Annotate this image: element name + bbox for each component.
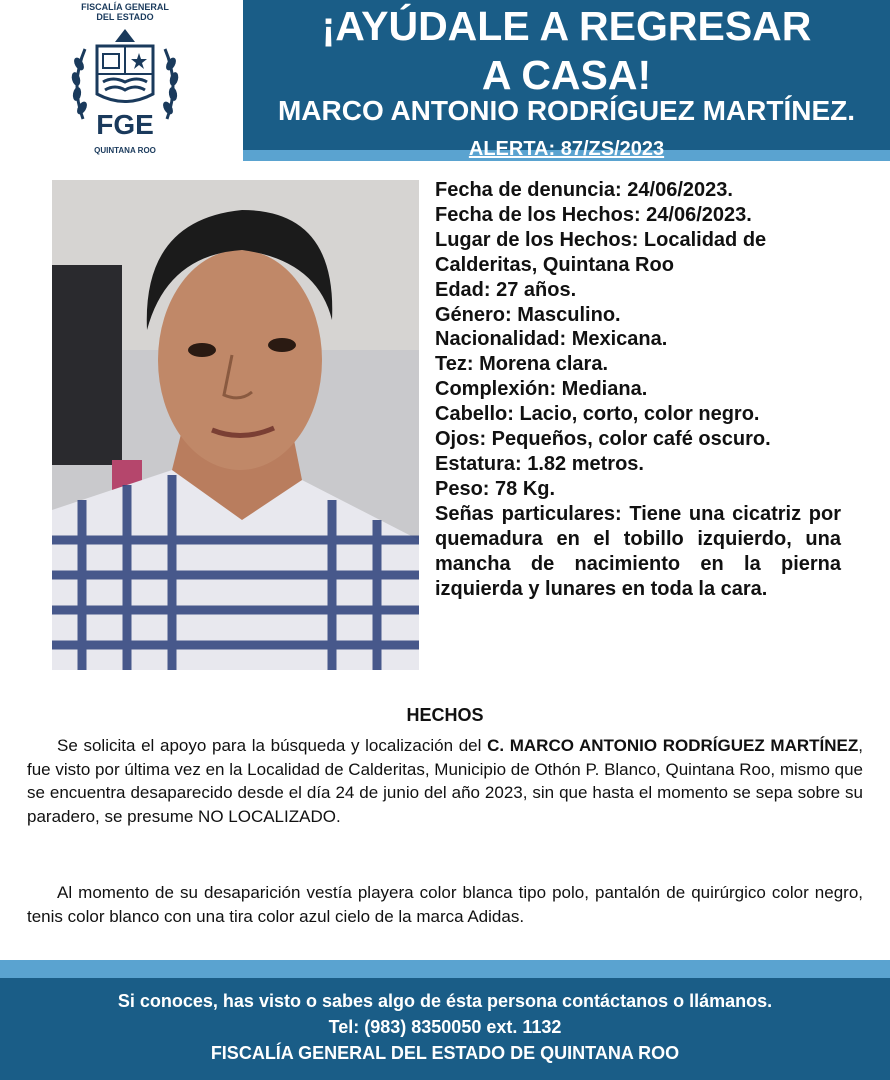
footer-stripe [0, 960, 890, 978]
person-photo-illustration [52, 180, 419, 670]
detail-line: Tez: Morena clara. [435, 353, 609, 376]
facts-text: , fue visto por última vez en la Localidad de Calderitas, Municipio de Othón P. Blanco, Quintana Roo, mismo que se encuentra desaparecido desde el día 24 de junio del año 2023, sin que hasta el momento se sepa sobre su paradero, se presume NO LOCALIZADO. [27, 736, 863, 826]
missing-person-name: MARCO ANTONIO RODRÍGUEZ MARTÍNEZ. [277, 95, 856, 126]
fge-logo [40, 0, 210, 170]
footer-phone: Tel: (983) 8350050 ext. 1132 [328, 1017, 562, 1037]
footer-agency: FISCALÍA GENERAL DEL ESTADO DE QUINTANA ROO [210, 1043, 680, 1063]
logo-top-line-1: FISCALÍA GENERAL [81, 2, 169, 12]
detail-line: Nacionalidad: Mexicana. [435, 328, 668, 351]
header-banner [243, 0, 890, 153]
alert-number [243, 137, 890, 161]
title-line-2: A CASA! [481, 52, 652, 98]
title-line-1: ¡AYÚDALE A REGRESAR [321, 3, 812, 49]
page-title [243, 2, 890, 100]
person-photo [52, 180, 419, 670]
facts-person-name: C. MARCO ANTONIO RODRÍGUEZ MARTÍNEZ [487, 736, 859, 755]
person-details [435, 178, 841, 601]
logo-bottom-text: QUINTANA ROO [94, 146, 156, 155]
facts-paragraph-1 [27, 734, 863, 828]
logo-initials: FGE [96, 109, 154, 140]
detail-line: Estatura: 1.82 metros. [435, 452, 644, 475]
detail-line: Cabello: Lacio, corto, color negro. [435, 403, 760, 426]
detail-line: Edad: 27 años. [435, 278, 577, 301]
logo-top-line-2: DEL ESTADO [96, 12, 154, 22]
logo-top-text [40, 2, 210, 22]
distinctive-marks: Señas particulares: Tiene una cicatriz por quemadura en el tobillo izquierdo, una mancha de nacimiento en la pierna izquierda y lunares en toda la cara. [435, 502, 841, 600]
detail-line: Fecha de denuncia: 24/06/2023. [435, 179, 733, 201]
facts-paragraph-2: Al momento de su desaparición vestía playera color blanca tipo polo, pantalón de quirúrgico color negro, tenis color blanco con una tira color azul cielo de la marca Adidas. [27, 883, 863, 926]
detail-line: Ojos: Pequeños, color café oscuro. [435, 428, 771, 451]
detail-line: Fecha de los Hechos: 24/06/2023. [435, 203, 752, 226]
coat-of-arms-icon [65, 24, 185, 144]
detail-line: Lugar de los Hechos: Localidad de [435, 228, 767, 251]
contact-footer [0, 978, 890, 1080]
alert-text: ALERTA: 87/ZS/2023 [468, 138, 665, 160]
detail-line: Complexión: Mediana. [435, 378, 648, 401]
footer-line-1: Si conoces, has visto o sabes algo de ésta persona contáctanos o llámanos. [117, 991, 773, 1011]
facts-text: Se solicita el apoyo para la búsqueda y localización del [57, 736, 488, 755]
detail-line: Peso: 78 Kg. [435, 477, 556, 500]
detail-line: Calderitas, Quintana Roo [435, 253, 674, 276]
facts-heading: HECHOS [406, 705, 484, 725]
detail-line: Género: Masculino. [435, 303, 621, 326]
